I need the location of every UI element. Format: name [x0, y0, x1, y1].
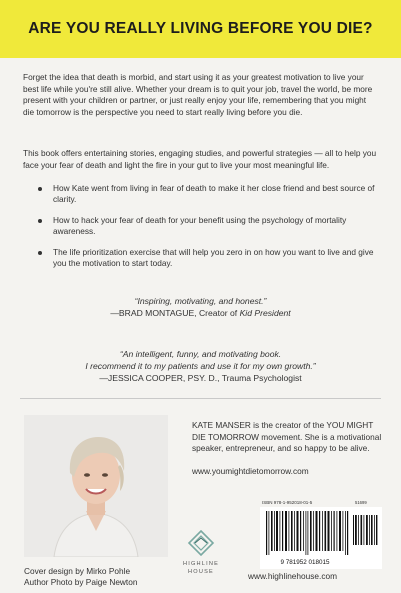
endorsement-montague [20, 296, 381, 320]
barcode [260, 507, 382, 569]
author-photo-credit: Author Photo by Paige Newton [24, 577, 138, 588]
barcode-graphic [260, 507, 382, 569]
summary-paragraph: This book offers entertaining stories, engaging studies, and powerful strategies — all to help you face your fear of death and light the fire in your gut to live your most meaningful life. [23, 148, 377, 170]
divider [20, 398, 381, 399]
price-code: 51699 [355, 500, 367, 505]
publisher-name [175, 560, 227, 576]
cover-design-credit: Cover design by Mirko Pohle [24, 566, 131, 576]
endorsement-quote-line-1: “An intelligent, funny, and motivating book. [119, 349, 282, 359]
endorsement-quote: “Inspiring, motivating, and honest.” [134, 296, 267, 306]
attribution-work: Kid President [239, 307, 291, 318]
publisher-name-line-2: HOUSE [188, 569, 214, 575]
author-photo [24, 415, 168, 557]
bullet-icon [38, 219, 42, 223]
highline-diamond-icon [181, 530, 221, 556]
isbn-label: ISBN 978-1-952018-01-5 [262, 500, 313, 505]
publisher-name-line-1: HIGHLINE [182, 561, 220, 567]
list-item [38, 183, 378, 206]
headline-banner [0, 0, 401, 58]
author-bio: KATE MANSER is the creator of the YOU MIGHT DIE TOMORROW movement. She is a motivational speaker, entrepreneur, and so happy to be alive. [192, 420, 382, 454]
intro-paragraph: Forget the idea that death is morbid, and start using it as your greatest motivation to live your best life while you're still alive. Whether your dream is to quit your job, travel the world, be more present with your children or partner, or just really enjoy your life, remembering that you might die tomorrow is the perspective you need to start really living before you die. [23, 72, 373, 117]
endorsement-cooper [20, 349, 381, 384]
list-item-text: The life prioritization exercise that will help you zero in on how you want to live and give you the motivation to start today. [53, 246, 374, 269]
list-item [38, 215, 378, 238]
endorsement-attribution [20, 308, 381, 320]
list-item-text: How Kate went from living in fear of death to make it her close friend and best source of clarity. [53, 183, 375, 205]
barcode-number: 9 781952 018015 [280, 559, 330, 566]
endorsement-attribution: —JESSICA COOPER, PSY. D., Trauma Psychologist [99, 372, 302, 383]
attribution-name: —BRAD MONTAGUE, Creator of [110, 307, 240, 318]
benefit-list [38, 183, 378, 278]
bullet-icon [38, 187, 42, 191]
headline: ARE YOU REALLY LIVING BEFORE YOU DIE? [28, 20, 373, 37]
endorsement-quote-line-2: I recommend it to my patients and use it for my own growth.” [85, 360, 316, 371]
author-website[interactable]: www.youmightdietomorrow.com [192, 466, 309, 476]
list-item [38, 247, 378, 270]
bullet-icon [38, 251, 42, 255]
list-item-text: How to hack your fear of death for your benefit using the psychology of mortality awareness. [53, 214, 347, 237]
publisher-logo-icon [181, 530, 221, 556]
author-portrait-illustration [24, 415, 168, 557]
credits [24, 566, 137, 588]
publisher-website[interactable]: www.highlinehouse.com [248, 571, 338, 581]
